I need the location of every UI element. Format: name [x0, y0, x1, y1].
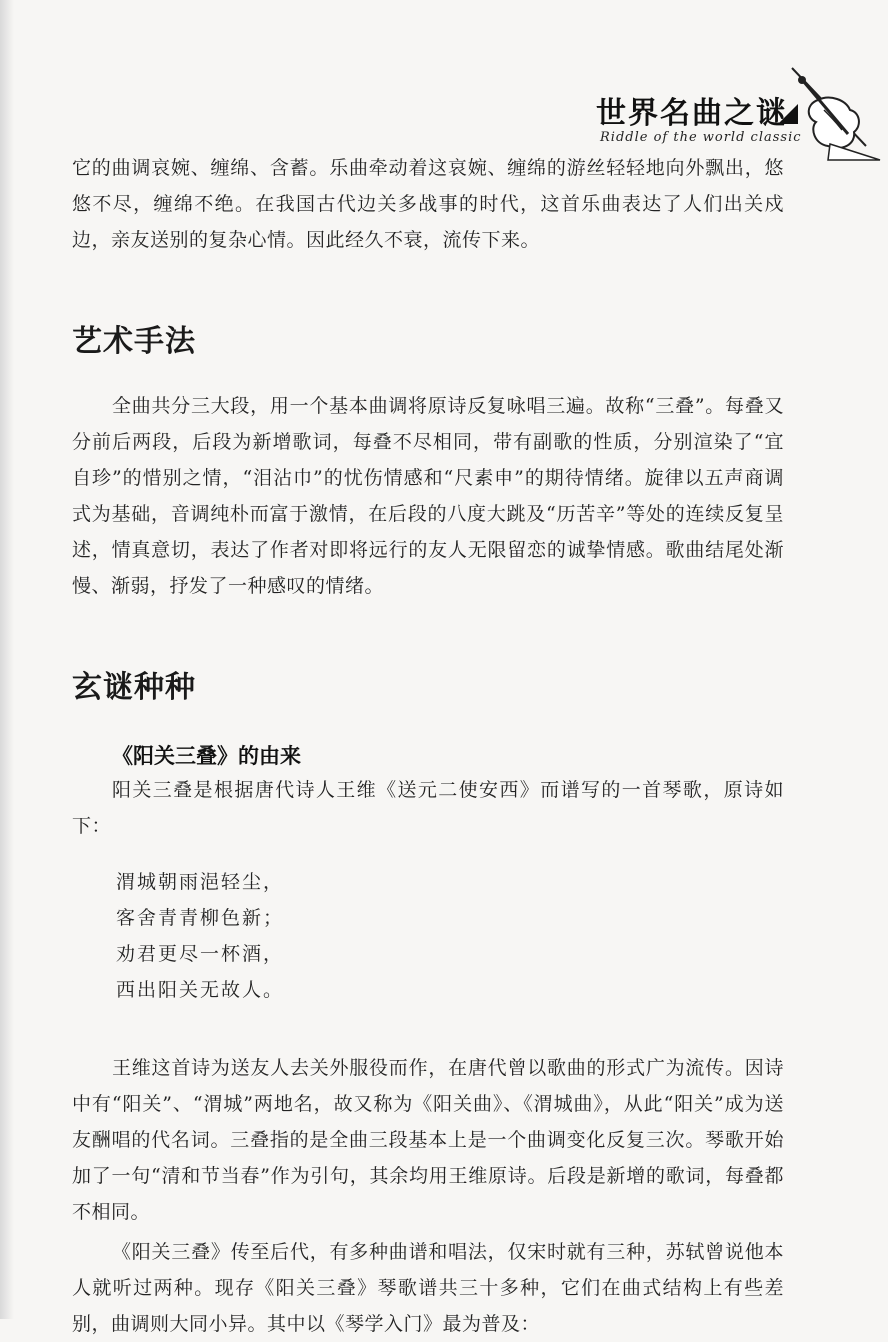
- mystery-paragraph-2: 《阳关三叠》传至后代，有多种曲谱和唱法，仅宋时就有三种，苏轼曾说他本人就听过两种。现存《阳关三叠》琴歌谱共三十多种，它们在曲式结构上有些差别，曲调则大同小异。其中以《琴学入门》最为普及：: [72, 1241, 784, 1335]
- subheading-origin: 《阳关三叠》的由来: [112, 744, 301, 768]
- book-title: 世界名曲之谜: [596, 96, 788, 131]
- poem-line: 渭城朝雨浥轻尘，: [116, 871, 285, 893]
- poem-intro: 阳关三叠是根据唐代诗人王维《送元二使安西》而谱写的一首琴歌，原诗如下：: [72, 779, 784, 837]
- page-content: [72, 150, 784, 1342]
- book-subtitle: Riddle of the world classic: [600, 130, 802, 145]
- mystery-paragraph-1: 王维这首诗为送友人去关外服役而作，在唐代曾以歌曲的形式广为流传。因诗中有“阳关”、“渭城”两地名，故又称为《阳关曲》、《渭城曲》，从此“阳关”成为送友酬唱的代名词。三叠指的是全曲三段基本上是一个曲调变化反复三次。琴歌开始加了一句“清和节当春”作为引句，其余均用王维原诗。后段是新增的歌词，每叠都不相同。: [72, 1057, 784, 1223]
- section-heading-mystery: 玄谜种种: [72, 670, 196, 705]
- violin-icon: [788, 60, 888, 170]
- poem-line: 劝君更尽一杯酒，: [116, 943, 285, 965]
- intro-paragraph: 它的曲调哀婉、缠绵、含蓄。乐曲牵动着这哀婉、缠绵的游丝轻轻地向外飘出，悠悠不尽，缠绵不绝。在我国古代边关多战事的时代，这首乐曲表达了人们出关戍边，亲友送别的复杂心情。因此经久不衰，流传下来。: [72, 157, 784, 251]
- page-edge-shadow: [0, 0, 14, 1319]
- section-heading-art: 艺术手法: [72, 324, 196, 359]
- poem-line: 客舍青青柳色新；: [116, 907, 285, 929]
- poem: [116, 864, 784, 1008]
- poem-line: 西出阳关无故人。: [116, 979, 285, 1001]
- art-paragraph: 全曲共分三大段，用一个基本曲调将原诗反复咏唱三遍。故称“三叠”。每叠又分前后两段，后段为新增歌词，每叠不尽相同，带有副歌的性质，分别渲染了“宜自珍”的惜别之情，“泪沾巾”的忧伤情感和“尺素申”的期待情绪。旋律以五声商调式为基础，音调纯朴而富于激情，在后段的八度大跳及“历苦辛”等处的连续反复呈述，情真意切，表达了作者对即将远行的友人无限留恋的诚挚情感。歌曲结尾处渐慢、渐弱，抒发了一种感叹的情绪。: [72, 395, 784, 597]
